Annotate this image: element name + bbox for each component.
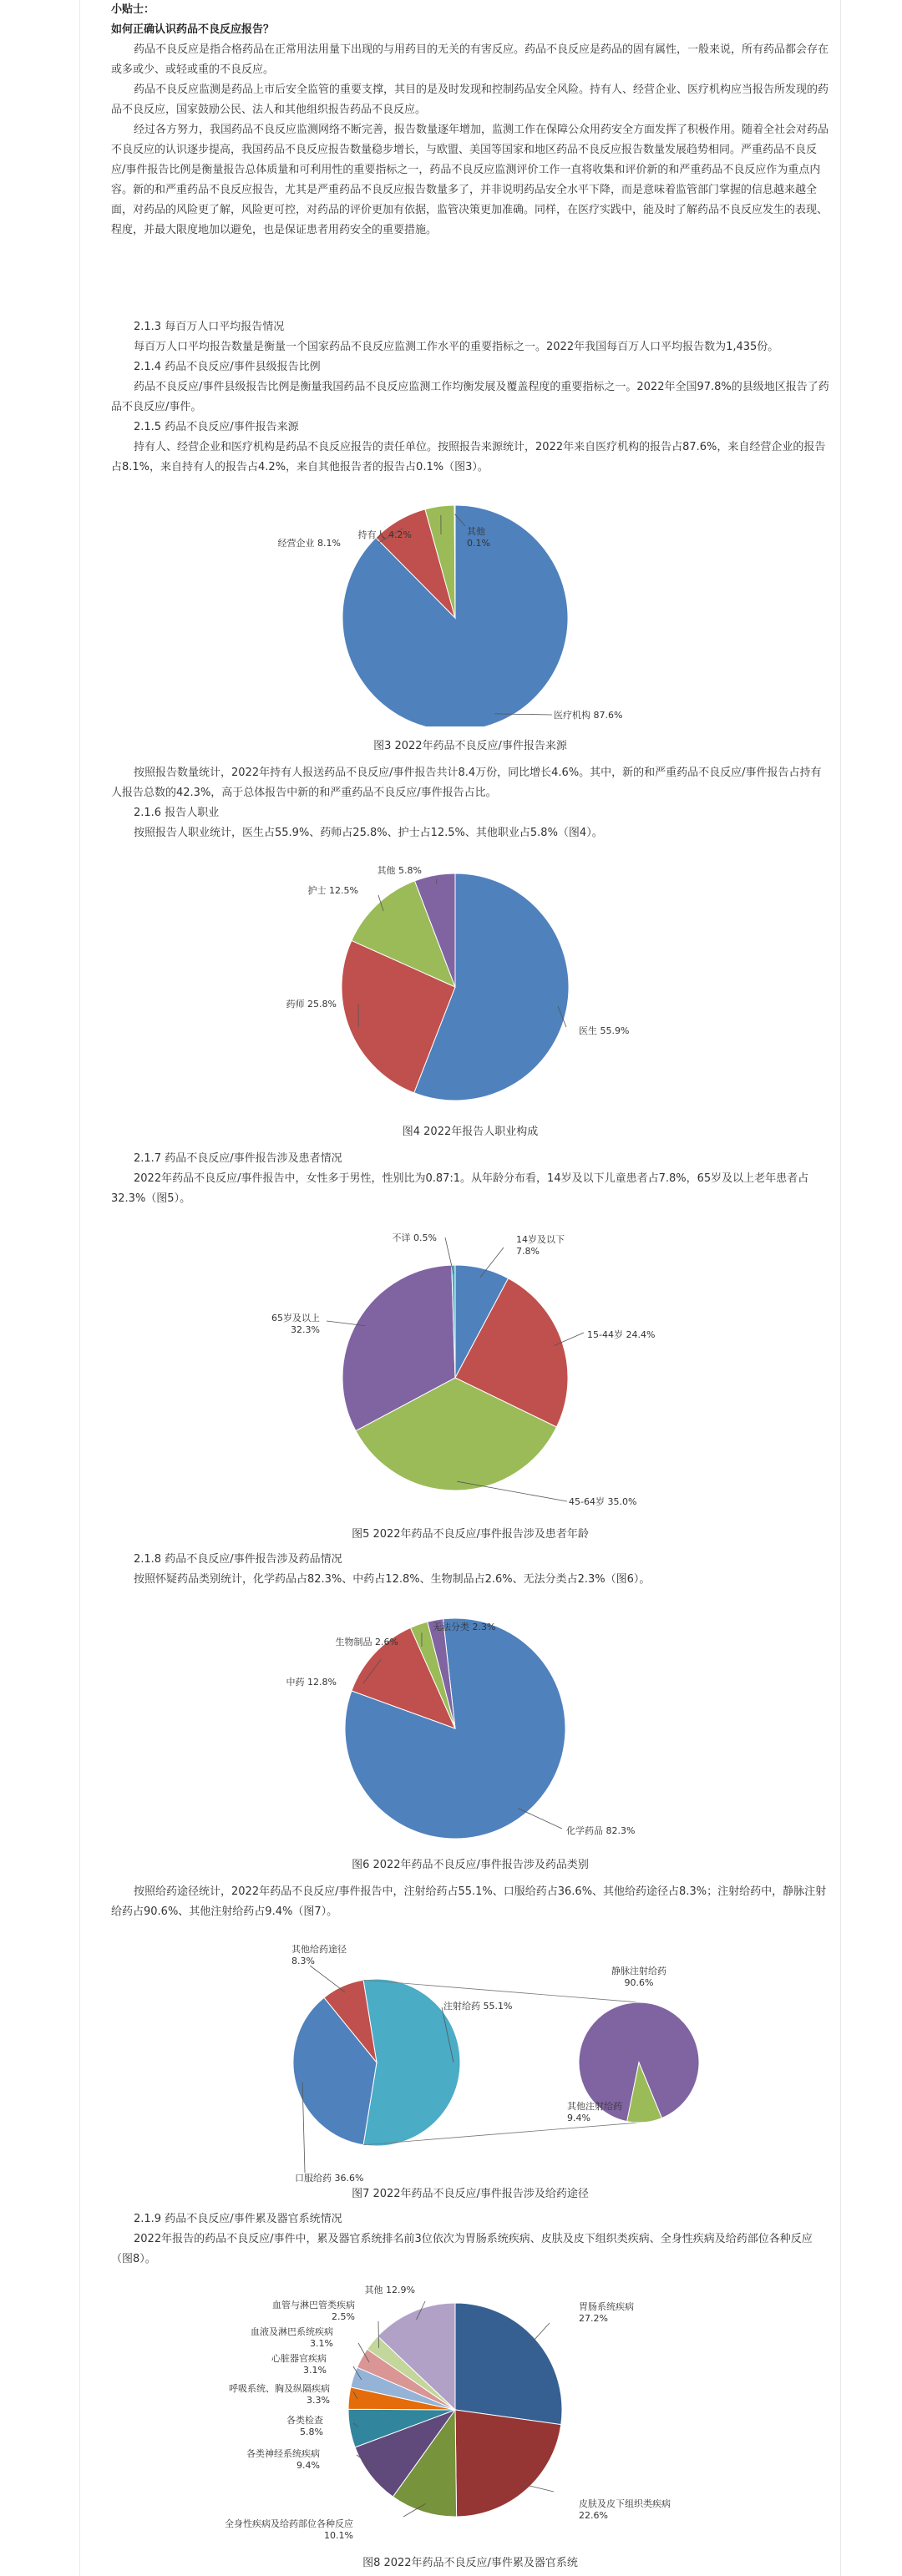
section-body: 每百万人口平均报告数量是衡量一个国家药品不良反应监测工作水平的重要指标之一。2022年我国每百万人口平均报告数为1,435份。 [134,341,779,353]
slice-label: 其他 12.9% [364,2285,415,2295]
slice-label: 口服给药 36.6% [295,2173,364,2184]
leader-line [530,2323,550,2346]
slice-value-label: 3.1% [303,2365,327,2376]
slice-label: 45-64岁 35.0% [569,1496,637,1507]
pie-chart-patient-age [111,1227,829,1511]
slice-label: 中药 12.8% [286,1677,337,1688]
slice-label: 血液及淋巴系统疾病 [251,2326,333,2337]
tip-label: 小贴士： [111,3,155,16]
slice-label: 胃肠系统疾病 [579,2301,634,2312]
slice-label: 呼吸系统、胸及纵隔疾病 [229,2383,330,2394]
slice-label: 注射给药 55.1% [443,2001,513,2012]
slice-value-label: 5.8% [300,2427,323,2437]
sub-slice-label: 其他注射给药 [567,2101,622,2112]
figure-3 [111,493,829,726]
figure-3-caption: 图3 2022年药品不良反应/事件报告来源 [373,740,567,752]
leader-line [518,1808,562,1829]
figure-6-caption: 图6 2022年药品不良反应/事件报告涉及药品类别 [352,1859,589,1871]
pie-chart-report-source [111,493,829,726]
leader-line [378,2321,379,2348]
slice-value-label: 22.6% [579,2510,608,2521]
figure-4 [111,860,829,1111]
slice-value-label: 8.3% [291,1956,315,1966]
slice-label: 无法分类 2.3% [433,1622,496,1632]
pie-slice-1 [455,2410,561,2517]
slice-label: 化学药品 82.3% [566,1825,636,1836]
tip-paragraph-2: 药品不良反应监测是药品上市后安全监管的重要支撑，其目的是及时发现和控制药品安全风险。持有人、经营企业、医疗机构应当报告所发现的药品不良反应，国家鼓励公民、法人和其他组织报告药品不良反应。 [111,84,829,116]
slice-value-label: 2.5% [332,2311,355,2322]
slice-label: 各类检查 [286,2415,323,2426]
slice-label: 14岁及以下 [516,1234,565,1245]
slice-label: 血管与淋巴管类疾病 [272,2300,355,2310]
section-body: 2022年药品不良反应/事件报告中，女性多于男性，性别比为0.87:1。从年龄分布看，14岁及以下儿童患者占7.8%，65岁及以上老年患者占32.3%（图5）。 [111,1172,809,1205]
slice-value-label: 9.4% [296,2460,320,2471]
leader-line [310,1966,345,1992]
section-body: 持有人、经营企业和医疗机构是药品不良反应报告的责任单位。按照报告来源统计，2022年来自医疗机构的报告占87.6%，来自经营企业的报告占8.1%，来自持有人的报告占4.2%，来自其他报告者的报告占0.1%（图3）。 [111,441,826,473]
pie-slice-0 [455,2303,562,2425]
section-heading: 2.1.4 药品不良反应/事件县级报告比例 [134,361,321,373]
slice-value-label: 7.8% [516,1246,540,1257]
sub-slice-label: 静脉注射给药 [611,1966,666,1976]
slice-label: 65岁及以上 [271,1313,320,1323]
section-heading: 2.1.6 报告人职业 [134,807,220,819]
slice-label: 经营企业 8.1% [277,538,341,549]
section-body: 按照怀疑药品类别统计，化学药品占82.3%、中药占12.8%、生物制品占2.6%、无法分类占2.3%（图6）。 [134,1573,651,1586]
tip-paragraph-1: 药品不良反应是指合格药品在正常用法用量下出现的与用药目的无关的有害反应。药品不良反应是药品的固有属性，一般来说，所有药品都会存在或多或少、或轻或重的不良反应。 [111,43,829,76]
sub-slice-value-label: 9.4% [567,2113,590,2123]
section-body: 药品不良反应/事件县级报告比例是衡量我国药品不良反应监测工作均衡发展及覆盖程度的重要指标之一。2022年全国97.8%的县级地区报告了药品不良反应/事件。 [111,381,829,413]
leader-line [457,1481,567,1501]
slice-label: 皮肤及皮下组织类疾病 [579,2498,671,2509]
section-body: 按照报告人职业统计，医生占55.9%、药师占25.8%、护士占12.5%、其他职业占5.8%（图4）。 [134,827,603,839]
slice-label: 护士 12.5% [307,885,358,896]
slice-label: 药师 25.8% [286,999,337,1010]
slice-label: 持有人 4.2% [357,529,412,540]
section-body: 按照报告数量统计，2022年持有人报送药品不良反应/事件报告共计8.4万份，同比增长4.6%。其中，新的和严重药品不良反应/事件报告占持有人报告总数的42.3%，高于总体报告中新的和严重药品不良反应/事件报告占比。 [111,767,822,799]
slice-label: 其他 5.8% [377,865,422,876]
figure-7 [111,1937,829,2188]
section-heading: 2.1.8 药品不良反应/事件报告涉及药品情况 [134,1553,342,1566]
figure-5-caption: 图5 2022年药品不良反应/事件报告涉及患者年龄 [352,1528,589,1541]
slice-label: 其他给药途径 [291,1944,347,1955]
figure-7-caption: 图7 2022年药品不良反应/事件报告涉及给药途径 [352,2188,589,2200]
slice-value-label: 3.1% [310,2338,333,2349]
section-body: 按照给药途径统计，2022年药品不良反应/事件报告中，注射给药占55.1%、口服给药占36.6%、其他给药途径占8.3%；注射给药中，静脉注射给药占90.6%、其他注射给药占9.4%（图7）。 [111,1885,827,1918]
slice-label: 心脏器官疾病 [271,2353,327,2364]
section-heading: 2.1.3 每百万人口平均报告情况 [134,321,285,333]
tip-paragraph-3: 经过各方努力，我国药品不良反应监测网络不断完善，报告数量逐年增加，监测工作在保障公众用药安全方面发挥了积极作用。随着全社会对药品不良反应的认识逐步提高，我国药品不良反应报告数量稳步增长，与欧盟、美国等国家和地区药品不良反应报告数量发展趋势相同。严重药品不良反应/事件报告比例是衡量报告总体质量和可利用性的重要指标之一，药品不良反应监测评价工作一直将收集和评价新的和严重药品不良反应作为重点内容。新的和严重药品不良反应报告，尤其是严重药品不良反应报告数量多了，并非说明药品安全水平下降，而是意味着监管部门掌握的信息越来越全面，对药品的风险更了解，风险更可控，对药品的评价更加有依据，监管决策更加准确。同样，在医疗实践中，能及时了解药品不良反应发生的表现、程度，并最大限度地加以避免，也是保证患者用药安全的重要措施。 [111,124,829,236]
figure-8-caption: 图8 2022年药品不良反应/事件累及器官系统 [362,2557,578,2569]
slice-value-label: 0.1% [467,538,490,549]
figure-6 [111,1603,829,1845]
section-heading: 2.1.7 药品不良反应/事件报告涉及患者情况 [134,1152,342,1165]
slice-label: 医疗机构 87.6% [554,710,623,721]
figure-5 [111,1227,829,1511]
pie-chart-reporter-occupation [111,860,829,1111]
slice-label: 各类神经系统疾病 [246,2448,320,2459]
section-heading: 2.1.9 药品不良反应/事件累及器官系统情况 [134,2213,342,2225]
figure-4-caption: 图4 2022年报告人职业构成 [402,1126,539,1138]
figure-8 [111,2285,829,2552]
slice-label: 其他 [467,526,485,537]
slice-label: 15-44岁 24.4% [587,1329,656,1340]
slice-label: 生物制品 2.6% [335,1637,398,1647]
pie-chart-administration-route [111,1937,829,2188]
pie-chart-organ-system [111,2285,829,2552]
slice-label: 全身性疾病及给药部位各种反应 [225,2518,353,2529]
section-heading: 2.1.5 药品不良反应/事件报告来源 [134,421,299,433]
tip-question: 如何正确认识药品不良反应报告？ [111,23,275,36]
sub-slice-value-label: 90.6% [624,1977,654,1988]
slice-value-label: 32.3% [291,1324,320,1335]
slice-label: 不详 0.5% [392,1232,437,1243]
slice-label: 医生 55.9% [579,1025,630,1036]
slice-value-label: 27.2% [579,2313,608,2324]
slice-value-label: 3.3% [307,2395,330,2406]
slice-value-label: 10.1% [324,2530,353,2541]
section-body: 2022年报告的药品不良反应/事件中，累及器官系统排名前3位依次为胃肠系统疾病、皮肤及皮下组织类疾病、全身性疾病及给药部位各种反应（图8）。 [111,2233,813,2265]
pie-chart-drug-category [111,1603,829,1845]
